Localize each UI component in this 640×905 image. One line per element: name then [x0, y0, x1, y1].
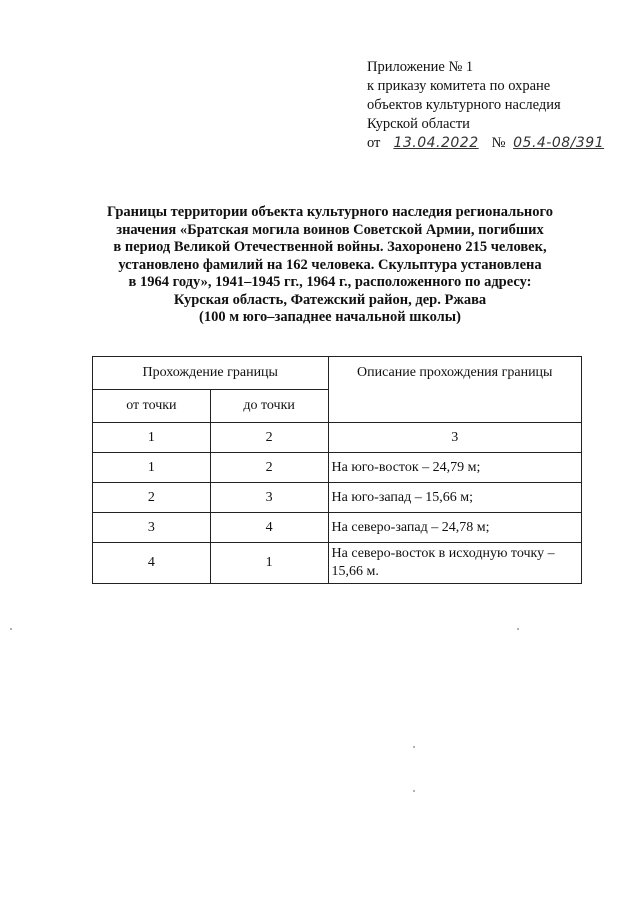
cell-description: На юго-запад – 15,66 м;: [328, 483, 582, 513]
title-line: в период Великой Отечественной войны. Захоронено 215 человек,: [113, 239, 547, 255]
table-row: [93, 453, 582, 483]
appendix-region-line: Курской области: [367, 116, 470, 132]
header-from-point: от точки: [93, 390, 211, 423]
boundary-table: [92, 356, 582, 584]
title-line: установлено фамилий на 162 человека. Скульптура установлена: [118, 256, 542, 273]
cell-to: 4: [210, 513, 328, 543]
table-header-row: [93, 357, 582, 390]
cell-to: 1: [210, 543, 328, 584]
cell-from: 2: [93, 483, 211, 513]
appendix-order-line: к приказу комитета по охране: [367, 78, 551, 94]
cell-from: 4: [93, 543, 211, 584]
title-line: Границы территории объекта культурного наследия регионального: [107, 204, 553, 220]
document-title: [80, 204, 580, 327]
scan-speck: [517, 628, 519, 630]
appendix-title: Приложение № 1: [367, 59, 474, 75]
title-line: (100 м юго–западнее начальной школы): [199, 309, 461, 325]
handwritten-order-number: 05.4-08/391: [513, 135, 605, 151]
appendix-committee-line: объектов культурного наследия: [367, 97, 561, 113]
title-line: в 1964 году», 1941–1945 гг., 1964 г., расположенного по адресу:: [128, 274, 532, 290]
from-prefix: от: [367, 135, 381, 151]
title-line: значения «Братская могила воинов Советской Армии, погибших: [116, 221, 544, 238]
handwritten-date: 13.04.2022: [393, 135, 479, 151]
cell-description: На юго-восток – 24,79 м;: [328, 453, 582, 483]
cell-description: На северо-восток в исходную точку – 15,66 м.: [328, 543, 582, 584]
header-boundary: Прохождение границы: [93, 357, 329, 390]
table-column-numbers-row: [93, 423, 582, 453]
cell-description: На северо-запад – 24,78 м;: [328, 513, 582, 543]
appendix-date-number-line: [367, 134, 607, 153]
cell-from: 3: [93, 513, 211, 543]
scan-speck: [10, 628, 12, 630]
title-line: Курская область, Фатежский район, дер. Ржава: [173, 291, 487, 308]
header-to-point: до точки: [210, 390, 328, 423]
cell-from: 1: [93, 453, 211, 483]
column-number: 3: [328, 423, 582, 453]
column-number: 2: [210, 423, 328, 453]
column-number: 1: [93, 423, 211, 453]
scan-speck: [413, 790, 415, 792]
table-row: [93, 483, 582, 513]
cell-to: 2: [210, 453, 328, 483]
number-sign: №: [491, 135, 506, 151]
cell-to: 3: [210, 483, 328, 513]
table-row: [93, 543, 582, 584]
table-row: [93, 513, 582, 543]
header-description: Описание прохождения границы: [328, 357, 582, 423]
appendix-header: [367, 58, 607, 153]
scan-speck: [413, 746, 415, 748]
